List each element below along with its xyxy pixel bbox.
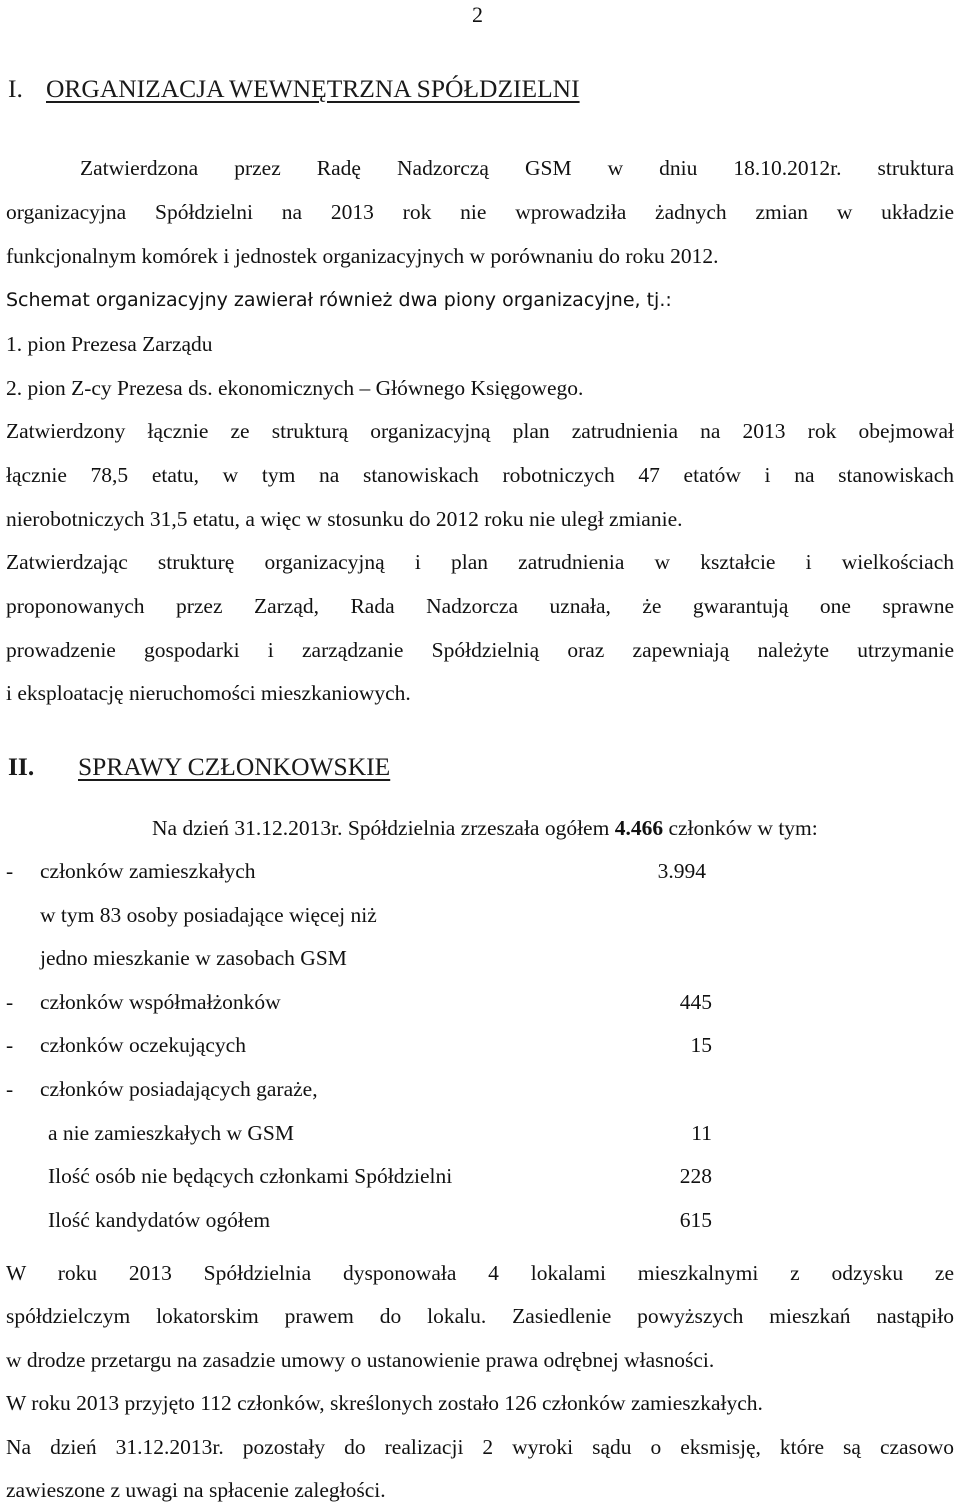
member-row-label: Ilość osób nie będących członkami Spółdzielni	[48, 1164, 453, 1188]
para6-line2: zawieszone z uwagi na spłacenie zaległości.	[6, 1478, 386, 1502]
member-row-value: 445	[679, 990, 712, 1014]
members-intro	[152, 816, 818, 841]
page-number: 2	[472, 2, 483, 27]
para2-line2: łącznie 78,5 etatu, w tym na stanowiskach robotniczych 47 etatów i na stanowiskach	[6, 463, 954, 487]
member-row-value: 11	[691, 1121, 712, 1145]
member-row-label: a nie zamieszkałych w GSM	[48, 1121, 294, 1145]
member-row-label: członków współmałżonków	[40, 990, 281, 1014]
members-intro-part2: członków w tym:	[663, 816, 818, 840]
member-row-dash: -	[6, 1033, 14, 1057]
para4-line3: w drodze przetargu na zasadzie umowy o ustanowienie prawa odrębnej własności.	[6, 1348, 715, 1372]
member-row-label: członków oczekujących	[40, 1033, 246, 1057]
para3-line2: proponowanych przez Zarząd, Rada Nadzorcza uznała, że gwarantują one sprawne	[6, 594, 954, 618]
para3-line3: prowadzenie gospodarki i zarządzanie Spółdzielnią oraz zapewniają należyte utrzymanie	[6, 638, 954, 662]
member-row-dash: -	[6, 859, 14, 883]
member-row-label: członków posiadających garaże,	[40, 1077, 318, 1101]
para3-line1: Zatwierdzając strukturę organizacyjną i plan zatrudnienia w kształcie i wielkościach	[6, 550, 954, 574]
member-row-dash: -	[6, 1077, 14, 1101]
para5: W roku 2013 przyjęto 112 członków, skreślonych zostało 126 członków zamieszkałych.	[6, 1391, 763, 1415]
member-row-value: 3.994	[657, 859, 706, 883]
member-row-label: członków zamieszkałych	[40, 859, 256, 883]
para4-line1: W roku 2013 Spółdzielnia dysponowała 4 lokalami mieszkalnymi z odzysku ze	[6, 1261, 954, 1285]
pion-2: 2. pion Z-cy Prezesa ds. ekonomicznych – Głównego Księgowego.	[6, 376, 584, 400]
member-row-dash: -	[6, 990, 14, 1014]
para2-line3: nierobotniczych 31,5 etatu, a więc w stosunku do 2012 roku nie uległ zmianie.	[6, 507, 683, 531]
member-row-value: 15	[690, 1033, 712, 1057]
member-row-label: Ilość kandydatów ogółem	[48, 1208, 271, 1232]
section-1-title-text: ORGANIZACJA WEWNĘTRZNA SPÓŁDZIELNI	[46, 74, 580, 103]
para1-line1: Zatwierdzona przez Radę Nadzorczą GSM w dniu 18.10.2012r. struktura	[80, 156, 954, 180]
para3-line4: i eksploatację nieruchomości mieszkaniowych.	[6, 681, 411, 705]
para2-line1: Zatwierdzony łącznie ze strukturą organizacyjną plan zatrudnienia na 2013 rok obejmował	[6, 419, 954, 443]
schema-line: Schemat organizacyjny zawierał również dwa piony organizacyjne, tj.:	[6, 289, 672, 311]
section-2-number: II.	[8, 752, 35, 781]
para1-line3: funkcjonalnym komórek i jednostek organizacyjnych w porównaniu do roku 2012.	[6, 244, 719, 268]
para6-line1: Na dzień 31.12.2013r. pozostały do realizacji 2 wyroki sądu o eksmisję, które są czasowo	[6, 1435, 954, 1459]
pion-1: 1. pion Prezesa Zarządu	[6, 332, 213, 356]
member-row-value: 615	[679, 1208, 712, 1232]
members-intro-part1: Na dzień 31.12.2013r. Spółdzielnia zrzeszała ogółem	[152, 816, 615, 840]
member-row-label: jedno mieszkanie w zasobach GSM	[40, 946, 347, 970]
para4-line2: spółdzielczym lokatorskim prawem do lokalu. Zasiedlenie powyższych mieszkań nastąpiło	[6, 1304, 954, 1328]
members-total: 4.466	[614, 816, 664, 840]
section-1-title	[46, 74, 580, 104]
member-row-label: w tym 83 osoby posiadające więcej niż	[40, 903, 377, 927]
section-1-number: I.	[8, 74, 23, 103]
para1-line2: organizacyjna Spółdzielni na 2013 rok nie wprowadziła żadnych zmian w układzie	[6, 200, 954, 224]
section-2-title	[78, 752, 390, 782]
section-2-title-text: SPRAWY CZŁONKOWSKIE	[78, 752, 391, 781]
member-row-value: 228	[679, 1164, 712, 1188]
